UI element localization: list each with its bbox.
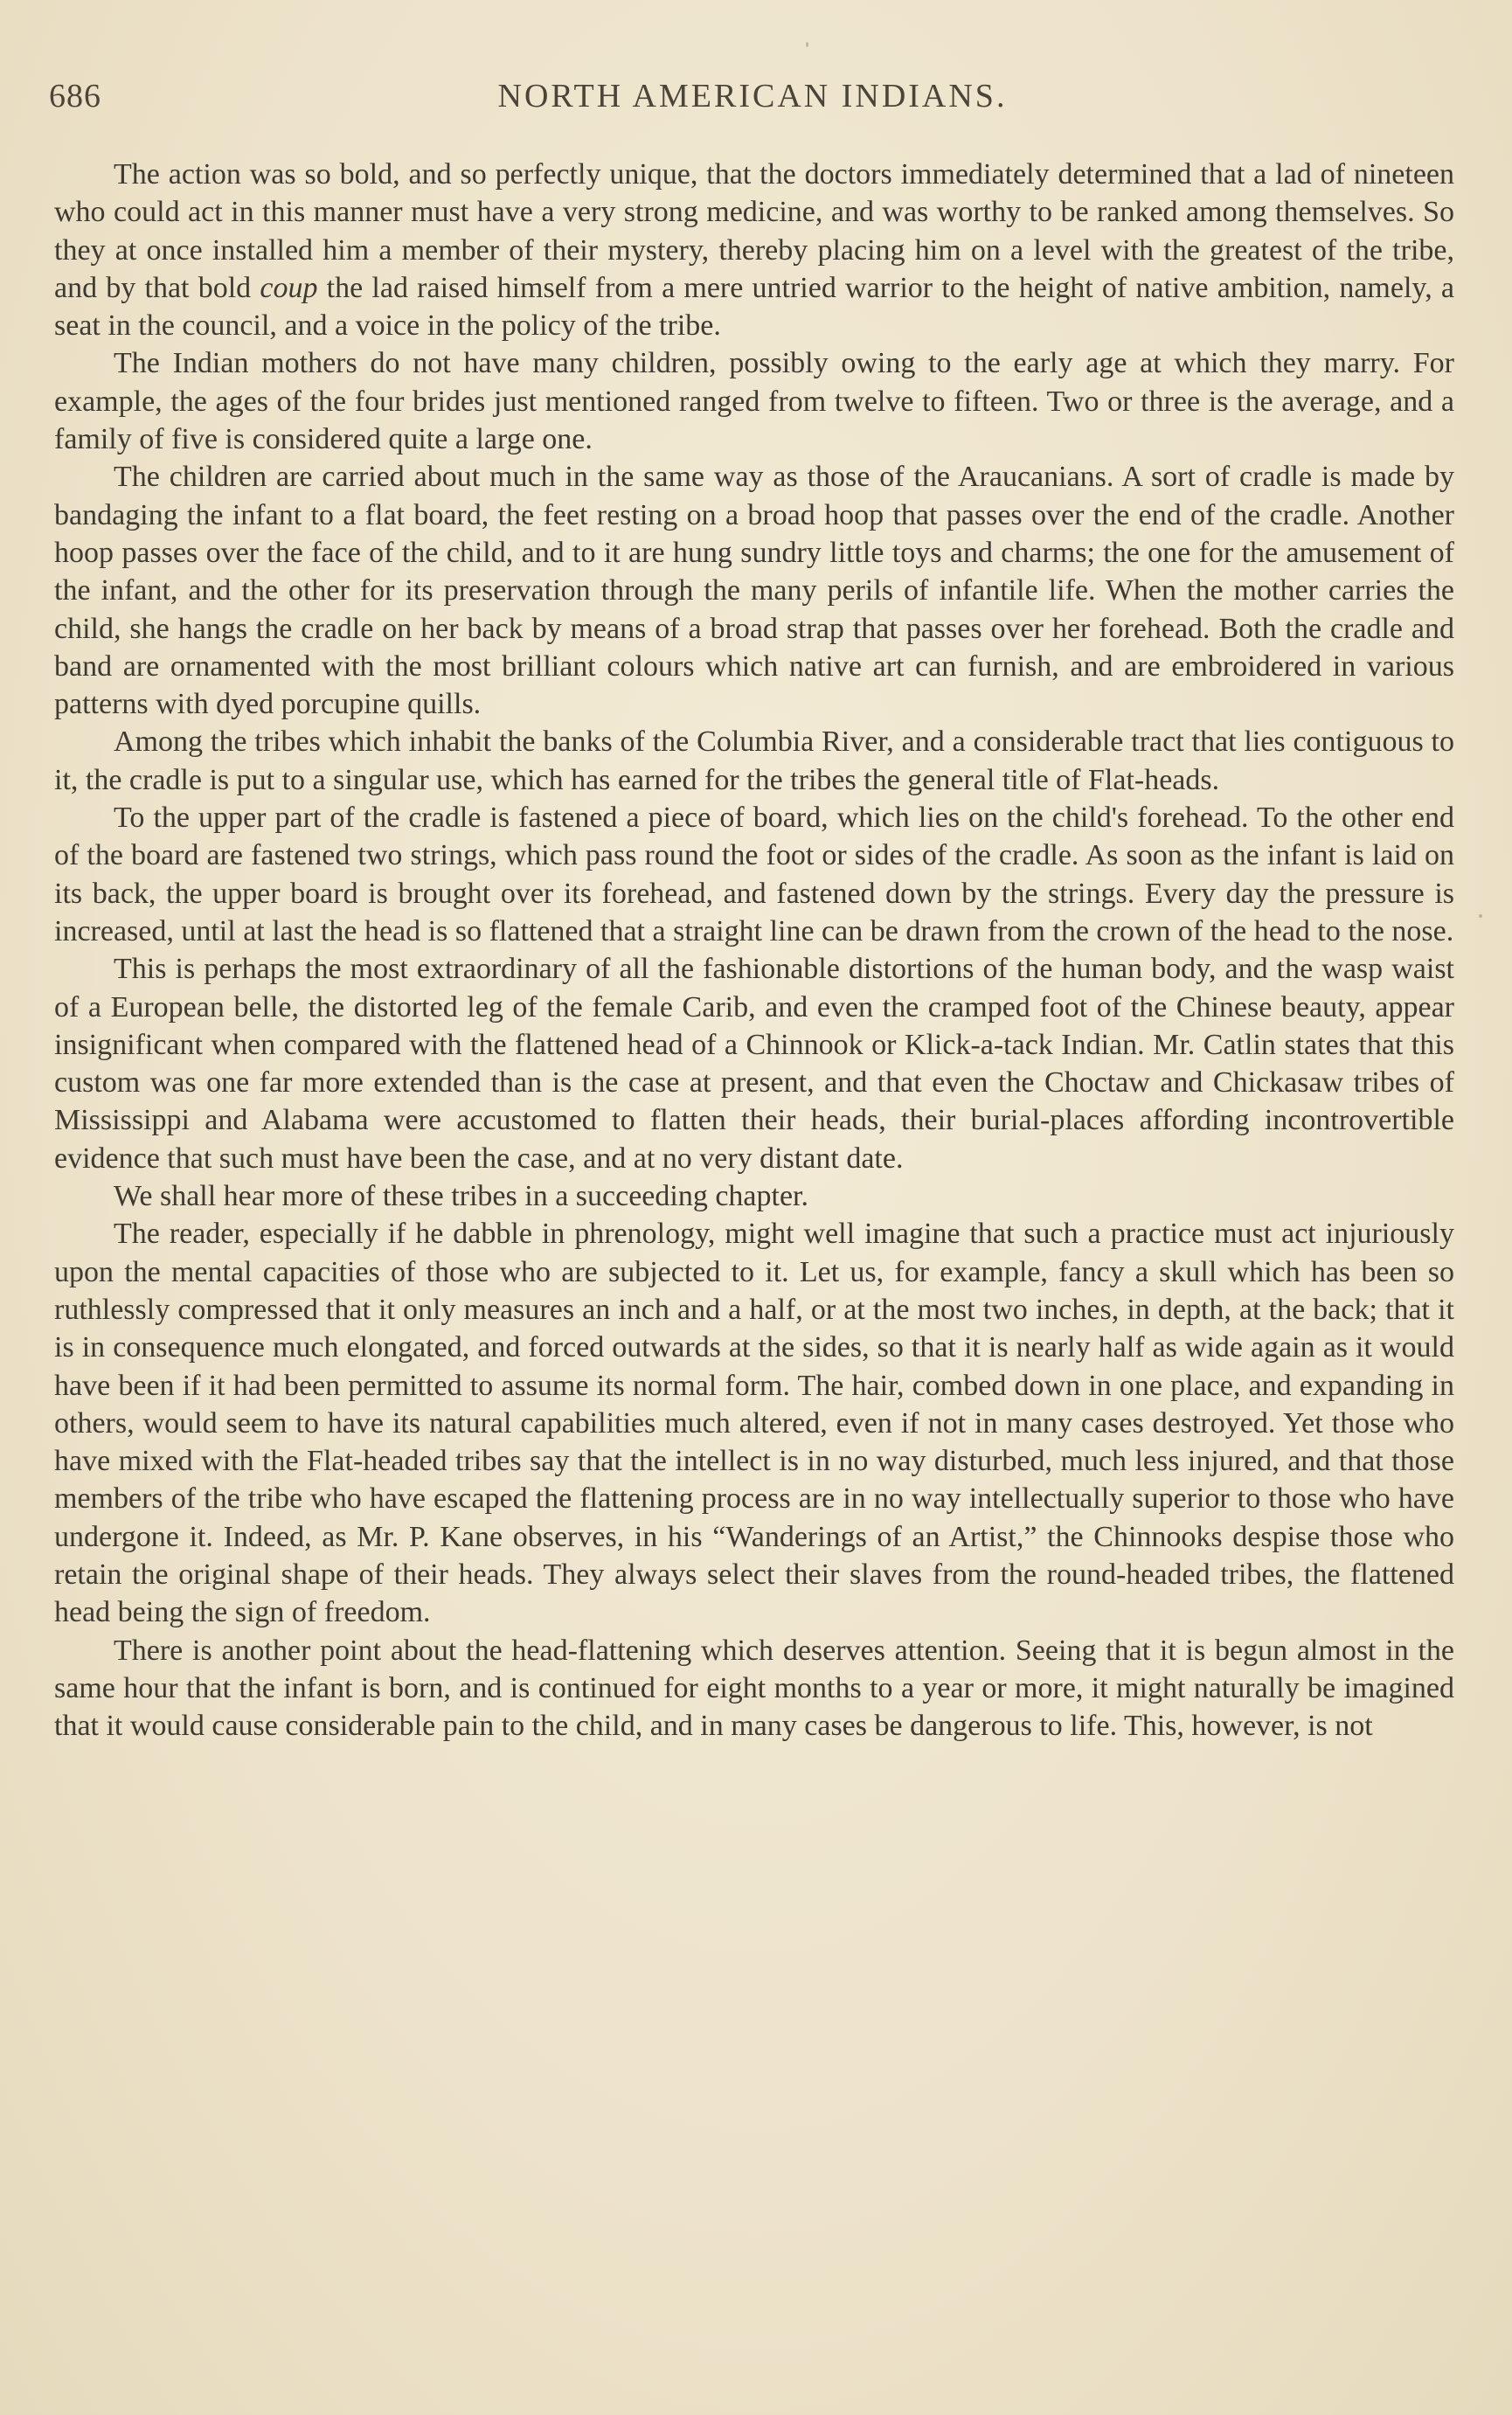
paragraph-1 (54, 156, 1454, 344)
paragraph-4: Among the tribes which inhabit the banks of the Columbia River, and a considerable tract that lies contiguous to it, the cradle is put to a singular use, which has earned for the tribes the general title of Flat-heads. (54, 725, 1454, 796)
page-number: 686 (49, 78, 101, 115)
page-header (49, 77, 1456, 129)
paragraph-2: The Indian mothers do not have many children, possibly owing to the early age at which they marry. For example, the ages of the four brides just mentioned ranged from twelve to fifteen. Two or three is the average, and a family of five is considered quite a large one. (54, 347, 1454, 456)
paragraph-7: We shall hear more of these tribes in a succeeding chapter. (114, 1180, 808, 1213)
body-text (54, 156, 1454, 1745)
paragraph-9: There is another point about the head-flattening which deserves attention. Seeing that it is begun almost in the same hour that the infant is born, and is continued for eight months to a year or more, it might naturally be imagined that it would cause considerable pain to the child, and in many cases be dangerous to life. This, however, is not (54, 1634, 1454, 1743)
paragraph-5: To the upper part of the cradle is fastened a piece of board, which lies on the child's forehead. To the other end of the board are fastened two strings, which pass round the foot or sides of the cradle. As soon as the infant is laid on its back, the upper board is brought over its forehead, and fastened down by the strings. Every day the pressure is increased, until at last the head is so flattened that a straight line can be drawn from the crown of the head to the nose. (54, 802, 1454, 947)
paragraph-8: The reader, especially if he dabble in phrenology, might well imagine that such a practice must act injuriously upon the mental capacities of those who are subjected to it. Let us, for example, fancy a skull which has been so ruthlessly compressed that it only measures an inch and a half, or at the most two inches, in depth, at the back; that it is in consequence much elongated, and forced outwards at the sides, so that it is nearly half as wide again as it would have been if it had been permitted to assume its normal form. The hair, combed down in one place, and expanding in others, would seem to have its natural capabilities much altered, even if not in many cases destroyed. Yet those who have mixed with the Flat-headed tribes say that the intellect is in no way disturbed, much less injured, and that those members of the tribe who have escaped the flattening process are in no way intellectually superior to those who have undergone it. Indeed, as Mr. P. Kane observes, in his “Wanderings of an Artist,” the Chinnooks despise those who retain the original shape of their heads. They always select their slaves from the round-headed tribes, the flattened head being the sign of freedom. (54, 1218, 1454, 1629)
paragraph-1-before: The action was so bold, and so perfectly unique, that the doctors immediately determined that a lad of nineteen who could act in this manner must have a very strong medicine, and was worthy to be ranked among themselves. So they at once installed him a member of their mystery, thereby placing him on a level with the greatest of the tribe, and by that bold (54, 158, 1454, 304)
paragraph-1-after: the lad raised himself from a mere untried warrior to the height of native ambition, namely, a seat in the council, and a voice in the policy of the tribe. (54, 271, 1454, 343)
running-head: NORTH AMERICAN INDIANS. (497, 78, 1008, 115)
paragraph-6: This is perhaps the most extraordinary of all the fashionable distortions of the human body, and the wasp waist of a European belle, the distorted leg of the female Carib, and even the cramped foot of the Chinese beauty, appear insignificant when compared with the flattened head of a Chinnook or Klick-a-tack Indian. Mr. Catlin states that this custom was one far more extended than is the case at present, and that even the Choctaw and Chickasaw tribes of Mississippi and Alabama were accustomed to flatten their heads, their burial-places affording incontrovertible evidence that such must have been the case, and at no very distant date. (54, 953, 1454, 1175)
paper-speck (806, 42, 808, 47)
paragraph-1-emphasis: coup (260, 271, 318, 304)
paper-speck (1479, 914, 1482, 918)
paragraph-3: The children are carried about much in the same way as those of the Araucanians. A sort of cradle is made by bandaging the infant to a flat board, the feet resting on a broad hoop that passes over the end of the cradle. Another hoop passes over the face of the child, and to it are hung sundry little toys and charms; the one for the amusement of the infant, and the other for its preservation through the many perils of infantile life. When the mother carries the child, she hangs the cradle on her back by means of a broad strap that passes over her forehead. Both the cradle and band are ornamented with the most brilliant colours which native art can furnish, and are embroidered in various patterns with dyed porcupine quills. (54, 461, 1454, 721)
